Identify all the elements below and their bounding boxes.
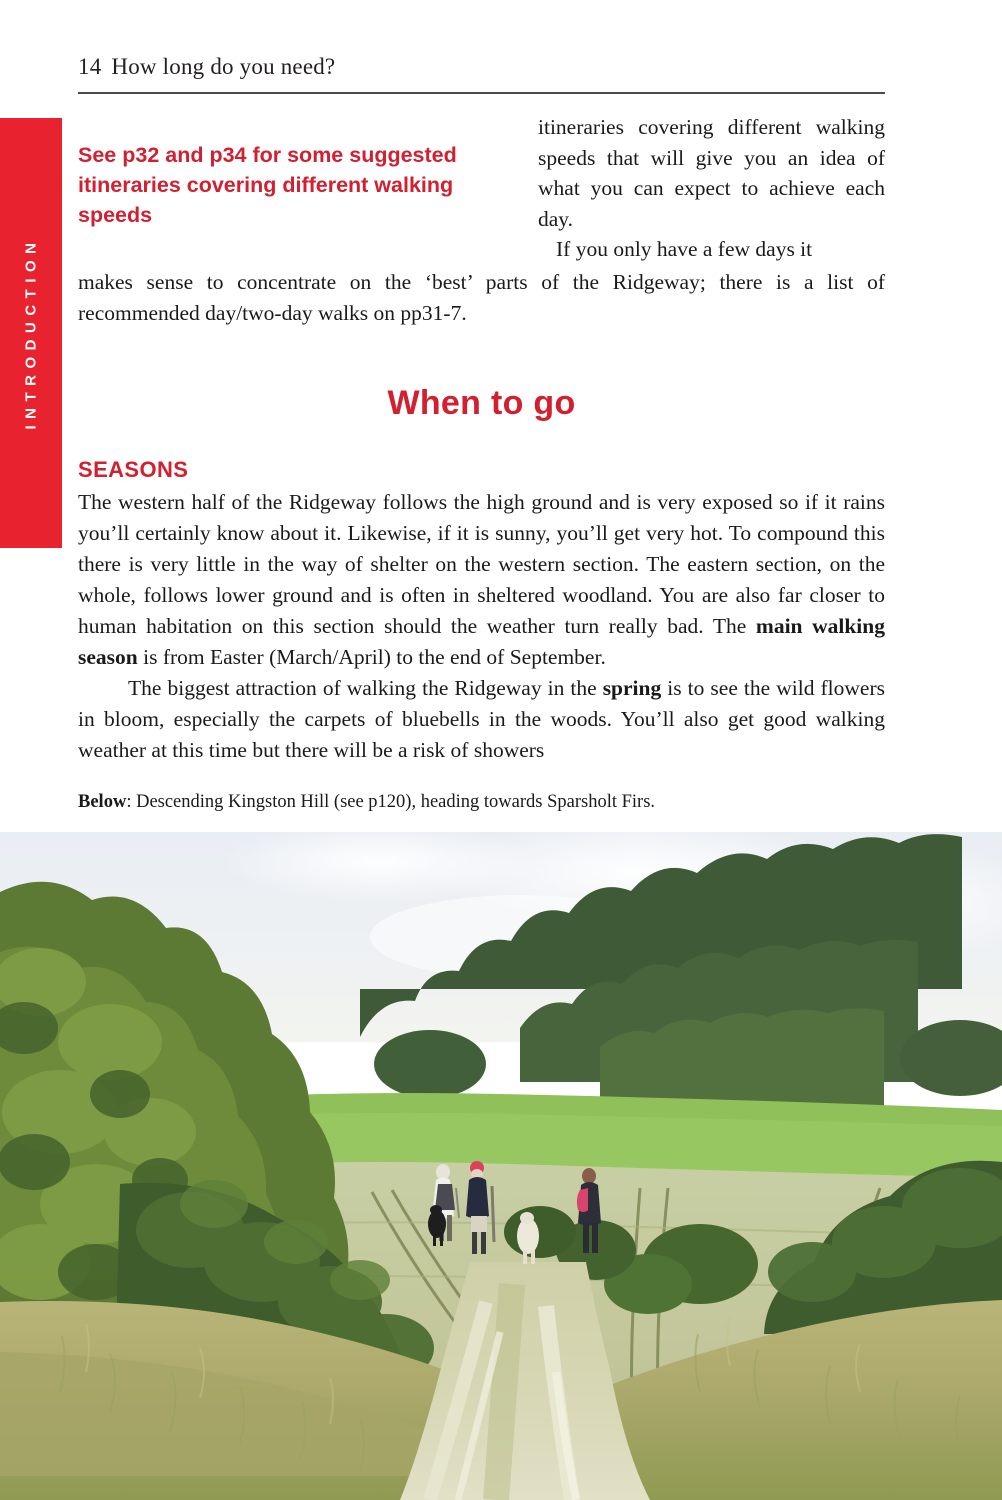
running-head [78,54,885,80]
figure-photo [0,832,1002,1500]
figure-caption [78,790,885,814]
section-tab-label: INTRODUCTION [22,236,40,430]
section-tab [0,118,62,548]
caption-text: : Descending Kingston Hill (see p120), heading towards Sparsholt Firs. [126,792,656,812]
page-number: 14 [78,54,102,79]
wrap-row [78,112,885,267]
header-rule [78,92,885,94]
caption-label: Below [78,792,127,812]
body-paragraph-2-b: is to see the wild flowers in bloom, especially the carpets of bluebells in the woods. You’ll also get good walking weather at this time but there will be a risk of showers [78,676,885,762]
body-paragraph-2-a: The biggest attraction of walking the Ridgeway in the [128,676,603,700]
intro-paragraph-1: itineraries covering different walking speeds that will give you an idea of what you can expect to achieve each day. [538,115,885,231]
body-paragraph-2 [78,673,885,766]
intro-column [538,112,885,265]
section-heading-seasons: SEASONS [78,457,189,482]
text-column [78,112,885,814]
body-paragraph-2-bold: spring [602,676,662,700]
body-paragraph-1-b: is from Easter (March/April) to the end of September. [137,645,606,669]
intro-paragraph-2-rest: makes sense to concentrate on the ‘best’ parts of the Ridgeway; there is a list of recommended day/two-day walks on pp31-7. [78,270,885,325]
page-title: When to go [387,384,576,422]
photo-illustration [0,832,1002,1500]
pull-quote: See p32 and p34 for some suggested itineraries covering different walking speeds [78,143,457,227]
running-head-title: How long do you need? [111,54,336,79]
body-paragraph-1 [78,487,885,673]
body-paragraph-1-bold: main walking season [78,614,885,669]
intro-paragraph-2-start: If you only have a few days it [556,237,813,261]
body-paragraph-1-a: The western half of the Ridgeway follows the high ground and is very exposed so if it rains you’ll certainly know about it. Likewise, if it is sunny, you’ll get very hot. To compound this there is very little in the way of shelter on the western section. The eastern section, on the whole, follows lower ground and is often in sheltered woodland. You are also far closer to human habitation on this section should the weather turn really bad. The [78,490,885,638]
